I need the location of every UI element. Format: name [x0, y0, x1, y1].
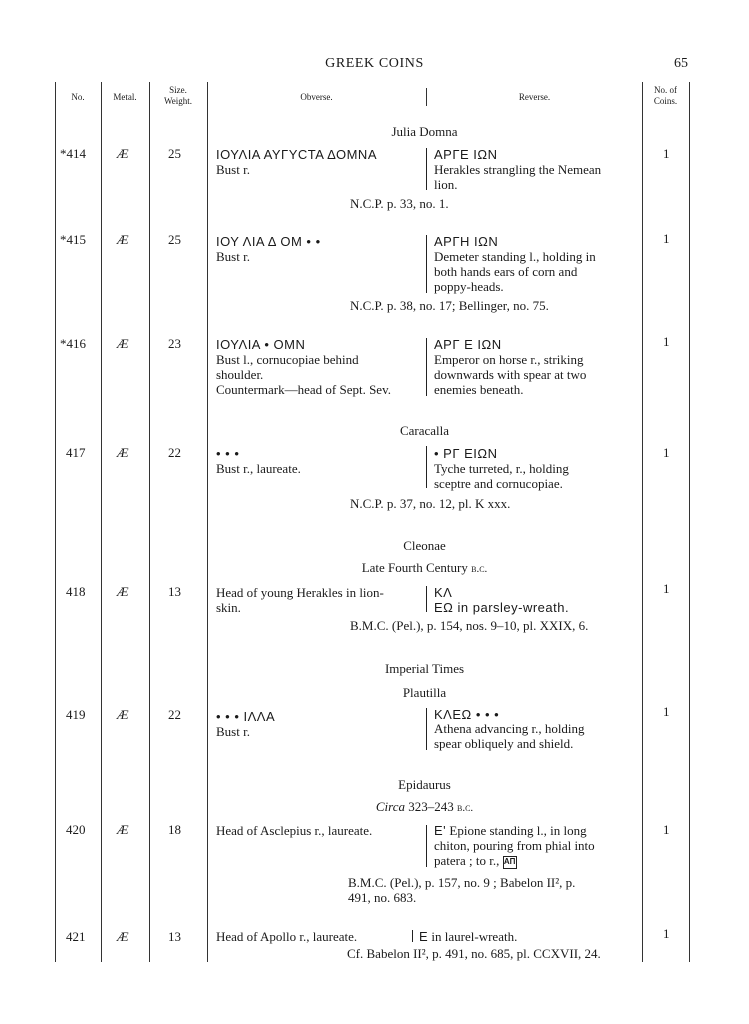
coin-count: 1 [663, 334, 670, 349]
obverse-legend: • • • ΙΛΛΑ [216, 709, 276, 724]
entry-divider [426, 338, 427, 396]
section-heading: Epidaurus [398, 777, 451, 792]
page-number: 65 [674, 56, 688, 71]
section-heading: Julia Domna [391, 124, 458, 139]
obverse-text: shoulder. [216, 367, 264, 382]
entry-size: 18 [168, 822, 181, 837]
reverse-text: spear obliquely and shield. [434, 736, 574, 751]
obverse-legend: • • • [216, 446, 240, 461]
reverse-text: sceptre and cornucopiae. [434, 476, 563, 491]
coin-count: 1 [663, 445, 670, 460]
entry-size: 13 [168, 584, 181, 599]
reference: B.M.C. (Pel.), p. 154, nos. 9–10, pl. XXIX, 6. [350, 618, 589, 633]
reverse-text: poppy-heads. [434, 279, 504, 294]
entry-metal: Æ [117, 584, 129, 599]
col-header-reverse: Reverse. [518, 92, 551, 102]
entry-size: 13 [168, 929, 181, 944]
reverse-legend: ΑΡΓΗ ΙΩΝ [434, 234, 499, 249]
reverse-text: patera ; to r., ΑΠ [434, 853, 516, 868]
col-header-no: No. [71, 92, 85, 102]
reverse-text: Athena advancing r., holding [434, 721, 585, 736]
coin-count: 1 [663, 581, 670, 596]
obverse-text: Head of young Herakles in lion- [216, 585, 384, 600]
entry-number: *416 [60, 336, 86, 351]
entry-number: *414 [60, 146, 86, 161]
reverse-text: chiton, pouring from phial into [434, 838, 595, 853]
reference: N.C.P. p. 38, no. 17; Bellinger, no. 75. [350, 298, 549, 313]
entry-divider [426, 708, 427, 750]
obverse-text: Bust r., laureate. [216, 461, 301, 476]
monogram-icon: ΑΠ [503, 856, 517, 869]
entry-metal: Æ [117, 232, 129, 247]
reference: N.C.P. p. 33, no. 1. [350, 196, 449, 211]
reverse-text: Emperor on horse r., striking [434, 352, 584, 367]
entry-number: 419 [66, 707, 86, 722]
coin-count: 1 [663, 822, 670, 837]
reverse-text: ΕΩ in parsley-wreath. [434, 600, 570, 615]
obverse-text: Head of Asclepius r., laureate. [216, 823, 373, 838]
reverse-text: Ε in laurel-wreath. [419, 929, 518, 944]
reverse-text: downwards with spear at two [434, 367, 587, 382]
reference: Cf. Babelon II², p. 491, no. 685, pl. CCXVII, 24. [347, 946, 601, 961]
obverse-text: Bust r. [216, 162, 250, 177]
section-heading: Cleonae [403, 538, 446, 553]
obverse-legend: ΙΟΥΛΙΑ ΑΥΓΥϹΤΑ ΔΟΜΝΑ [216, 147, 377, 162]
coin-count: 1 [663, 231, 670, 246]
entry-metal: Æ [117, 336, 129, 351]
col-header-coins: Coins. [653, 96, 678, 106]
section-subheading: Circa 323–243 b.c. [375, 799, 474, 814]
reverse-legend: ΑΡΓ Ε ΙΩΝ [434, 337, 502, 352]
reverse-text: Tyche turreted, r., holding [434, 461, 569, 476]
entry-size: 25 [168, 146, 181, 161]
entry-number: 421 [66, 929, 86, 944]
obverse-text: Bust l., cornucopiae behind [216, 352, 359, 367]
running-head-title: GREEK COINS [325, 56, 424, 71]
section-subheading: Late Fourth Century b.c. [361, 560, 488, 575]
section-subheading: Plautilla [402, 685, 447, 700]
reverse-text: Demeter standing l., holding in [434, 249, 596, 264]
reverse-legend: ΑΡΓΕ ΙΩΝ [434, 147, 498, 162]
reverse-legend: ΚΛ [434, 585, 453, 600]
obverse-legend: ΙΟΥ ΛΙΑ Δ ΟΜ • • [216, 234, 321, 249]
entry-metal: Æ [117, 822, 129, 837]
entry-size: 22 [168, 445, 181, 460]
column-rule [55, 82, 56, 962]
reverse-text: Herakles strangling the Nemean [434, 162, 602, 177]
reference: B.M.C. (Pel.), p. 157, no. 9 ; Babelon II², p. [348, 875, 576, 890]
col-header-metal: Metal. [113, 92, 137, 102]
entry-divider [426, 148, 427, 190]
entry-metal: Æ [117, 445, 129, 460]
reverse-text: both hands ears of corn and [434, 264, 578, 279]
reverse-legend: ΚΛΕΩ • • • [434, 707, 500, 722]
coin-count: 1 [663, 926, 670, 941]
obverse-text: Bust r. [216, 724, 250, 739]
section-heading: Imperial Times [384, 661, 465, 676]
column-rule [642, 82, 643, 962]
reverse-text: Ε' Epione standing l., in long [434, 823, 587, 838]
entry-number: 417 [66, 445, 86, 460]
col-header-coins: No. of [654, 85, 677, 95]
reference: N.C.P. p. 37, no. 12, pl. K xxx. [350, 496, 511, 511]
obverse-text: skin. [216, 600, 241, 615]
entry-metal: Æ [117, 929, 129, 944]
reference: 491, no. 683. [348, 890, 417, 905]
obverse-legend: ΙΟΥΛΙΑ • ΟΜΝ [216, 337, 306, 352]
entry-number: 420 [66, 822, 86, 837]
entry-divider [426, 446, 427, 488]
col-header-weight: Weight. [163, 96, 193, 106]
column-rule [149, 82, 150, 962]
column-rule [207, 82, 208, 962]
obverse-text: Head of Apollo r., laureate. [216, 929, 358, 944]
reverse-text: lion. [434, 177, 458, 192]
obverse-text: Countermark—head of Sept. Sev. [216, 382, 391, 397]
obverse-text: Bust r. [216, 249, 250, 264]
column-rule [689, 82, 690, 962]
entry-number: *415 [60, 232, 86, 247]
coin-count: 1 [663, 704, 670, 719]
reverse-text: enemies beneath. [434, 382, 524, 397]
entry-size: 22 [168, 707, 181, 722]
entry-size: 23 [168, 336, 181, 351]
column-rule [101, 82, 102, 962]
entry-number: 418 [66, 584, 86, 599]
entry-metal: Æ [117, 146, 129, 161]
entry-divider [426, 586, 427, 612]
entry-metal: Æ [117, 707, 129, 722]
reverse-legend: • ΡΓ ΕΙΩΝ [434, 446, 498, 461]
entry-divider [426, 235, 427, 293]
entry-size: 25 [168, 232, 181, 247]
section-heading: Caracalla [399, 423, 450, 438]
coin-count: 1 [663, 146, 670, 161]
col-header-obverse: Obverse. [300, 92, 333, 102]
entry-divider [426, 825, 427, 867]
col-header-size: Size. [169, 85, 187, 95]
entry-divider [412, 930, 413, 942]
